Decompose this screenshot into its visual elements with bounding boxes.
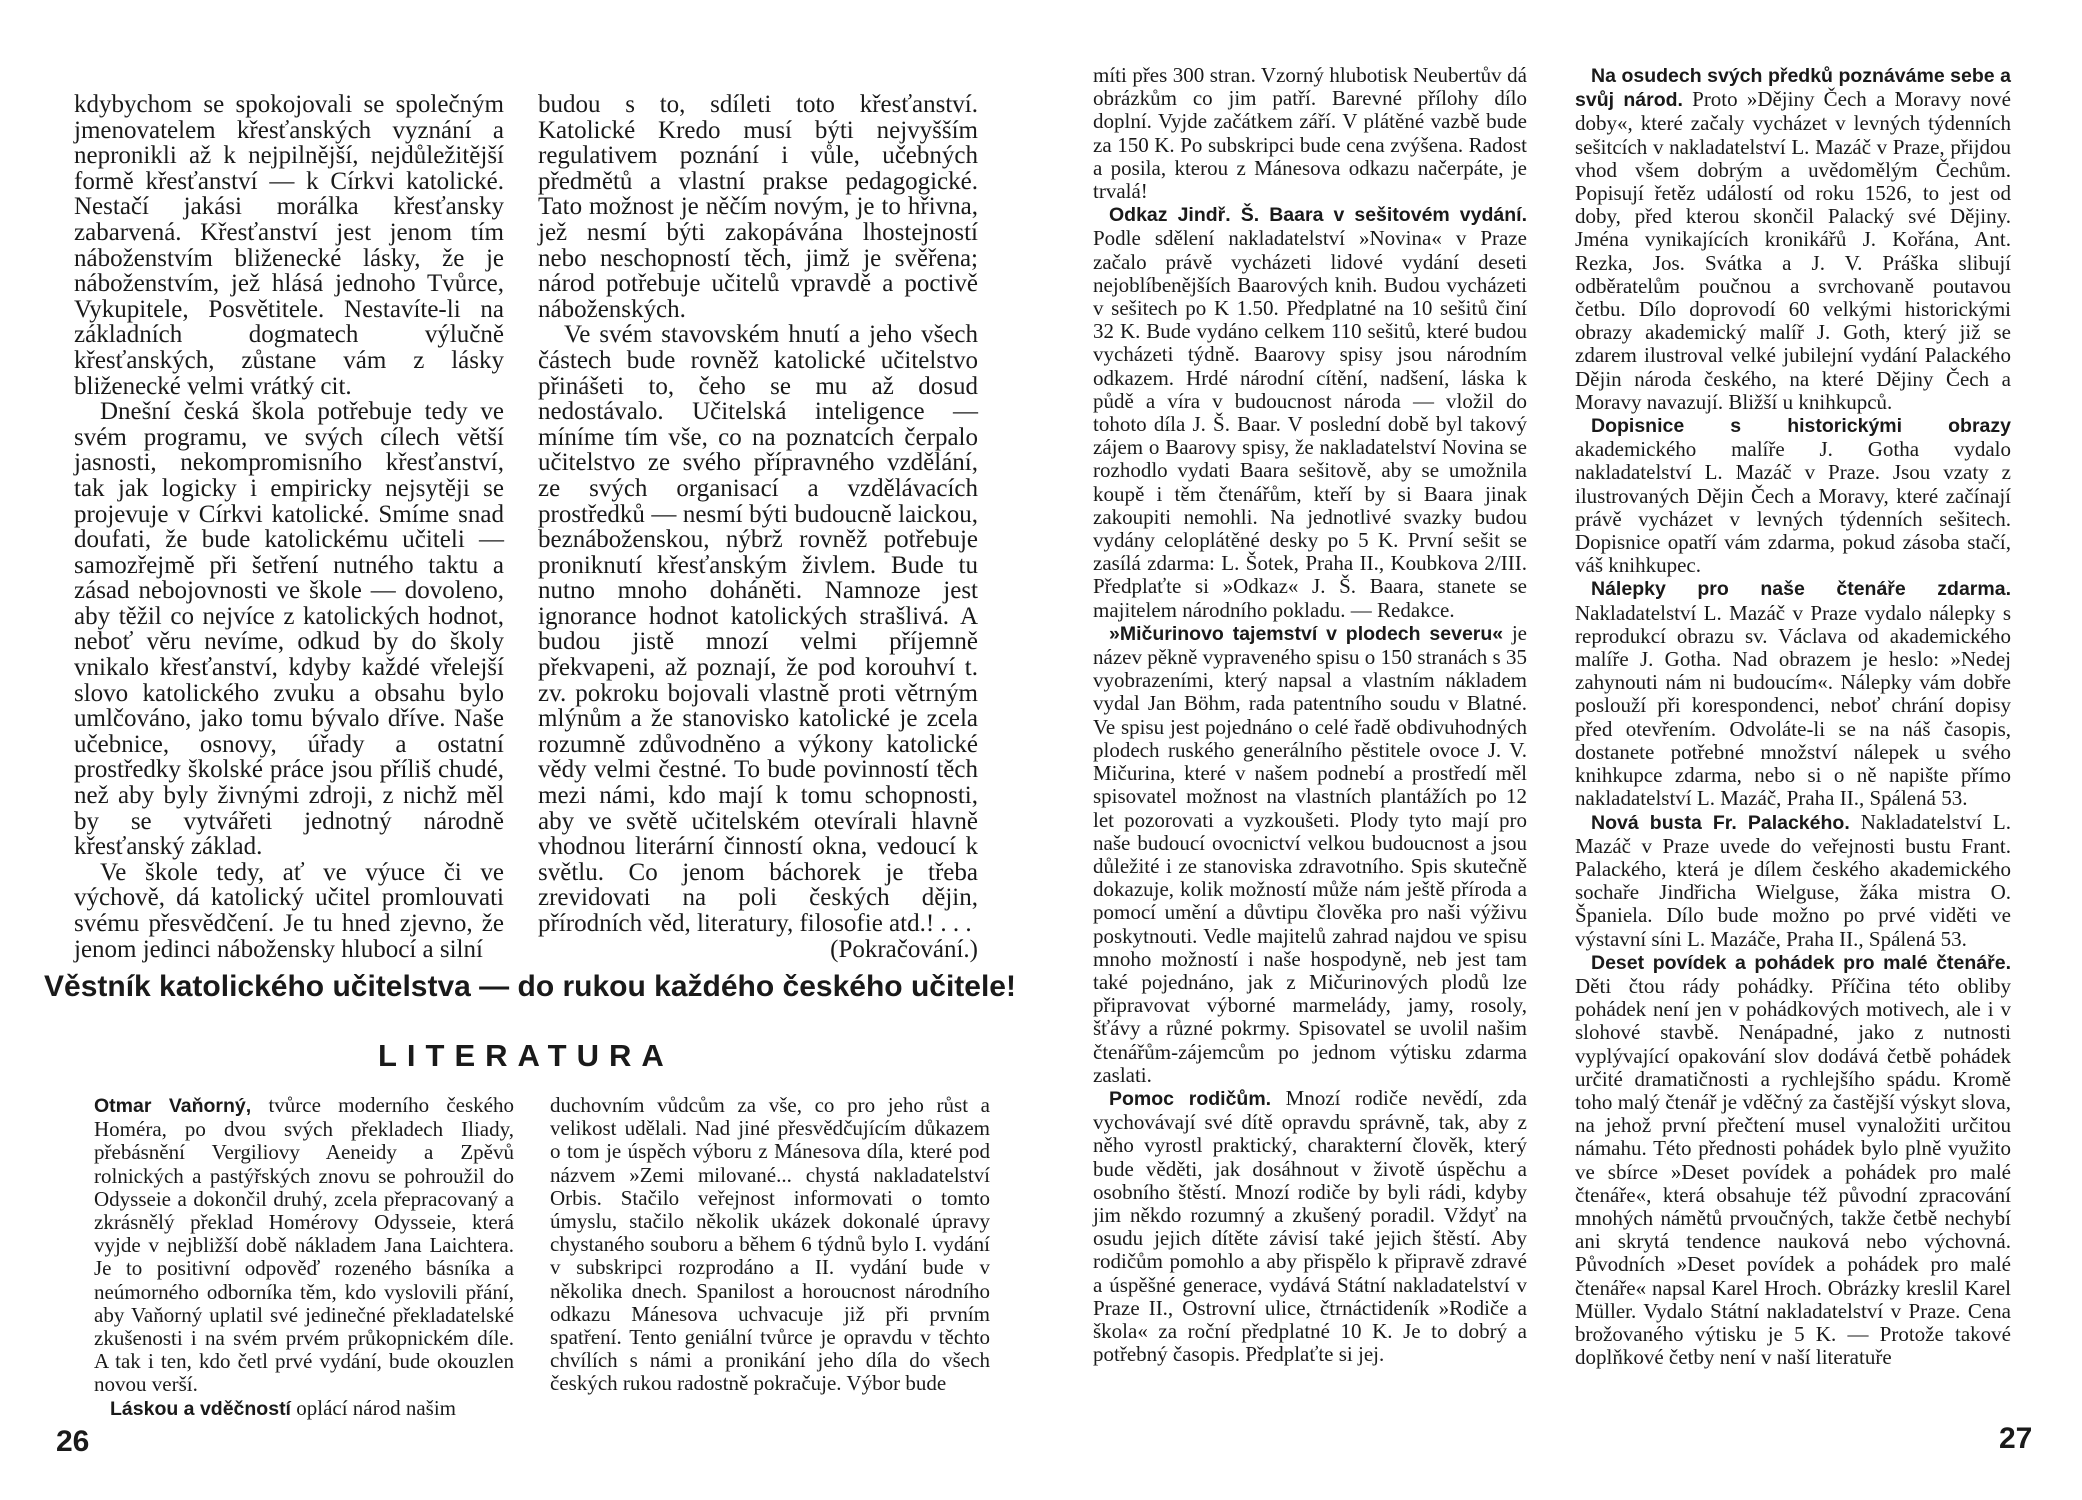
literature-entry <box>1575 811 2011 951</box>
entry-text: Nakladatelství L. Mazáč v Praze uvede do veřejnosti bustu Frant. Palackého, která je dílem českého akademického sochaře Jindřicha Wielguse, žáka mistra O. Španiela. Dílo bude možno po prvé viděti ve výstavní síni L. Mazáče, Praha II., Spálená 53. <box>1575 809 2011 951</box>
paragraph: kdybychom se spokojovali se společným jmenovatelem křesťanských vyznání a nepronikli až k nejpilnější, nejdůležitější formě křesťanství — k Církvi katolické. Nestačí jakási morálka křesťansky zabarvená. Křesťanství jest jenom tím náboženstvím bliženecké lásky, že je náboženstvím, jež hlásá jednoho Tvůrce, Vykupitele, Posvětitele. Nestavíte-li na základních dogmatech výlučně křesťanských, zůstane vám z lásky bliženecké velmi vrátký cit. <box>74 91 504 400</box>
literature-entry <box>1093 203 1527 622</box>
paragraph: Ve škole tedy, ať ve výuce či ve výchově, dá katolický učitel promlouvati svému přesvědčení. Je tu hned zjevno, že jenom jedinci nábožensky hlubocí a silní <box>74 858 504 963</box>
entry-title: Na osudech svých předků poznáváme sebe a svůj národ. <box>1575 65 2011 112</box>
paragraph: Dnešní česká škola potřebuje tedy ve svém programu, ve svých cílech větší jasnosti, nekompromisního křesťanství, tak jak logicky i empiricky nejsytěji se projevuje v Církvi katolické. Smíme snad doufati, že bude katolickému učiteli — samozřejmě při šetření nutného taktu a zásad nebojovnosti ve škole — dovoleno, aby těžil co nejvíce z katolických hodnot, neboť věru nevíme, odkud by do školy vnikalo křesťanství, kdyby každé vřelejší slovo katolického zvuku a obsahu bylo umlčováno, jako tomu bývalo dříve. Naše učebnice, osnovy, úřady a ostatní prostředky školské práce jsou příliš chudé, než aby byly živnými zdroji, z nichž měl by se vytvářeti jednotný národně křesťanský základ. <box>74 398 504 861</box>
left-text-column-1 <box>74 92 504 962</box>
literature-column-1 <box>94 1094 514 1421</box>
literature-entry <box>1575 64 2011 414</box>
left-page <box>0 0 1040 1500</box>
right-page <box>1041 0 2082 1500</box>
paragraph-text: Ve svém stavovském hnutí a jeho všech částech bude rovněž katolické učitelstvo přinášeti to, čeho se mu až dosud nedostávalo. Učitelská inteligence — míníme tím vše, co na poznatcích čerpalo učitelstvo ze svého přípravného vzdělání, ze svých organisací a vzdělávacích prostředků — nesmí býti budoucně laickou, beznáboženskou, nýbrž rovněž potřebuje proniknutí křesťanským živlem. Bude tu nutno mnoho doháněti. Namnoze jest ignorance hodnot katolických strašlivá. A budou jistě mnozí velmi příjemně překvapeni, až poznají, že pod korouhví t. zv. pokroku bojovali vlastně proti větrným mlýnům a že stanovisko katolické je zcela rozumně zdůvodněno a výkony katolické vědy velmi čestné. To bude povinností těch mezi námi, kdo mají k tomu schopnosti, aby ve světě učitelském otevírali hlavně vhodnou literární činností okna, vedoucí k světlu. Co jenom báchorek je třeba zrevidovati na poli českých dějin, přírodních věd, literatury, filosofie atd.! . . . <box>538 321 978 937</box>
continued-note: (Pokračování.) <box>830 935 978 963</box>
left-text-column-2 <box>538 92 978 962</box>
paragraph: duchovním vůdcům za vše, co pro jeho růst a velikost udělali. Nad jiné přesvědčujícím důkazem o tom je úspěch výboru z Mánesova díla, které pod názvem »Zemi milované... chystá nakladatelství Orbis. Stačilo veřejnost informovati o tomto úmyslu, stačilo několik ukázek dokonalé úpravy chystaného souboru a během 6 týdnů bylo I. vydání v subskripci rozprodáno a II. vydání bude v několika dnech. Spanilost a horoucnost národního odkazu Mánesova uchvacuje již při prvním spatření. Tento geniální tvůrce je opravdu v těchto chvílích s námi a pronikání jeho díla do všech českých rukou radostně pokračuje. Výbor bude <box>550 1093 990 1396</box>
entry-text: Nakladatelství L. Mazáč v Praze vydalo nálepky s reprodukcí obrazu sv. Václava od akademického malíře J. Gotha. Nad obrazem je heslo: »Nedej zahynouti nám ni budoucím«. Nálepky vám dobře poslouží při korespondenci, neboť chrání dopisy před otevřením. Odvoláte-li se na náš časopis, dostanete potřebné množství nálepek u svého knihkupce zdarma, nebo si o ně napište přímo nakladatelství L. Mazáč, Praha II., Spálená 53. <box>1575 600 2011 811</box>
entry-text: Děti čtou rády pohádky. Příčina této obliby pohádek není jen v pohádkových motivech, ale i v slohové stavbě. Nenápadné, jako z nutnosti vyplývající opakování slov dodává četbě pohádek určité dramatičnosti a rychlejšího spádu. Kromě toho malý čtenář je vděčný za častější výskyt slova, na jehož první přečtení musel vynaložiti určitou námahu. Této přednosti pohádek bylo plně využito ve sbírce »Deset povídek a pohádek pro malé čtenáře«, která obsahuje též původní zpracování mnohých námětů prvoučných, takže četbě nechybí ani skrytá tendence nauková nebo výchovná. Původních »Deset povídek a pohádek pro malé čtenáře« napsal Karel Hroch. Obrázky kreslil Karel Müller. Vydalo Státní nakladatelství v Praze. Cena brožovaného výtisku je 5 K. — Protože takové doplňkové četby není v naší literatuře <box>1575 973 2011 1370</box>
entry-text: je název pěkně vypraveného spisu o 150 stranách s 35 vyobrazeními, který napsal a vlastním nákladem vydal Jan Böhm, rada patentního soudu v Blatné. Ve spisu jest pojednáno o celé řadě obdivuhodných plodech ruského generálního pěstitele ovoce J. V. Mičurina, které v našem podnebí a prostředí měl spisovatel možnost na vlastních plantážích po 12 let pozorovati a vyzkoušeti. Plody tyto mají pro naše budoucí ovocnictví velkou budoucnost a jsou důležité i ze stanoviska zdravotního. Spis skutečně dokazuje, kolik možností může nám ještě příroda a pomocí umění a důvtipu člověka pro naši výživu poskytnouti. Vedle majitelů zahrad najdou ve spisu mnoho možností i naše hospodyně, neb jest tam také pojednáno, jak z Mičurinových plodů lze připravovat výborné marmelády, jamy, rosoly, šťávy a různé pokrmy. Spisovatel se uvolil našim čtenářům-zájemcům po jednom výtisku zdarma zaslati. <box>1093 620 1528 1087</box>
literature-entry <box>1093 1087 1527 1366</box>
right-text-column-1 <box>1093 64 1527 1366</box>
entry-text: tvůrce moderního českého Homéra, po dvou svých překladech Iliady, přebásnění Vergiliovy Aeneidy a Zpěvů rolnických a pastýřských znovu se pohroužil do Odysseie a dokončil druhý, zcela přepracovaný a zkrásnělý překlad Homérovy Odysseie, která vyjde v nejbližší době nákladem Jana Laichtera. Je to positivní odpověď rozeného básníka a neúmorného odborníka těm, kdo vyslovili přání, aby Vaňorný uplatil své jedinečné překladatelské zkušenosti i na svém prvém průkopnickém díle. A tak i ten, kdo četl prvé vydání, bude okouzlen novou verší. <box>94 1093 514 1397</box>
literature-entry <box>94 1397 514 1421</box>
entry-title: Deset povídek a pohádek pro malé čtenáře. <box>1591 951 2011 974</box>
literature-column-2 <box>550 1094 990 1396</box>
entry-title: Dopisnice s historickými obrazy <box>1591 415 2011 438</box>
entry-text: akademického malíře J. Gotha vydalo nakladatelství L. Mazáč v Praze. Jsou vzaty z ilustrovaných Dějin Čech a Moravy, které začínají právě vycházet v levných týdenních sešitech. Dopisnice opatří vám zdarma, pokud zásoba stačí, váš knihkupec. <box>1575 437 2011 578</box>
literature-entry <box>94 1094 514 1397</box>
entry-title: Otmar Vaňorný, <box>94 1095 252 1117</box>
entry-title: Láskou a vděčností <box>110 1397 291 1420</box>
entry-text: Proto »Dějiny Čech a Moravy nové doby«, které začaly vycházet v levných týdenních sešitcích v nakladatelství L. Mazáč v Praze, přijdou vhod všem dobrým a uvědomělým Čechům. Popisují řetěz událostí od roku 1526, to jest od doby, před kterou skončil Palacký své Dějiny. Jména vynikajících kronikářů J. Kořána, Ant. Rezka, Jos. Svátka a J. V. Práška slibují odběratelům poučnou a svrchovaně poutavou četbu. Dílo doprovodí 60 velkými historickými obrazy akademický malíř J. Goth, který již se zdarem ilustroval velké jubilejní vydání Palackého Dějin národa českého, na které Dějiny Čech a Moravy navazují. Bližší u knihkupců. <box>1575 87 2011 414</box>
entry-title: Nálepky pro naše čtenáře zdarma. <box>1591 578 2011 601</box>
entry-text: oplácí národ našim <box>290 1395 457 1420</box>
page-number: 26 <box>56 1425 90 1458</box>
literature-heading: LITERATURA <box>378 1038 674 1073</box>
paragraph: budou s to, sdíleti toto křesťanství. Katolické Kredo musí býti nejvyšším regulativem poznání i vůle, učebných předmětů a vlastní prakse pedagogické. Tato možnost je něčím novým, je to hřivna, jež nesmí býti zakopávána lhostejností nebo neschopností těch, jimž je svěřena; národ potřebuje učitelů vpravdě a poctivě náboženských. <box>538 91 978 323</box>
right-text-column-2 <box>1575 64 2011 1369</box>
entry-title: Odkaz Jindř. Š. Baara v sešitovém vydání. <box>1109 204 1527 227</box>
paragraph: míti přes 300 stran. Vzorný hlubotisk Neubertův dá obrázkům co jim patří. Barevné přílohy dílo doplní. Vyjde začátkem září. V plátěné vazbě bude za 150 K. Po subskripci bude cena zvýšena. Radost a posila, kterou z Mánesova odkazu načerpáte, je trvalá! <box>1093 63 1527 204</box>
literature-entry <box>1575 414 2011 577</box>
slogan-banner: Věstník katolického učitelstva — do rukou každého českého učitele! <box>44 970 1016 1003</box>
literature-entry <box>1575 951 2011 1370</box>
entry-title: Nová busta Fr. Palackého. <box>1591 811 1850 834</box>
literature-entry <box>1575 577 2011 810</box>
page-number: 27 <box>1999 1422 2033 1455</box>
entry-text: Mnozí rodiče nevědí, zda vychovávají své dítě opravdu správně, tak, aby z něho vyrostl praktický, charakterní člověk, který bude věděti, jak dosáhnout v životě úspěchu a osobního štěstí. Mnozí rodiče by byli rádi, kdyby jim někdo rozumný a zkušený poradil. Vždyť na osudu jejich dítěte závisí také jejich štěstí. Aby rodičům pomohlo a aby přispělo k připravě zdravé a úspěšné generace, vydává Státní nakladatelství v Praze II., Ostrovní ulice, čtrnáctideník »Rodiče a škola« za roční předplatné 10 K. Je to dobrý a potřebný časopis. Předplaťte si jej. <box>1093 1085 1527 1367</box>
entry-title: »Mičurinovo tajemství v plodech severu« <box>1109 622 1504 645</box>
paragraph <box>538 321 978 963</box>
literature-entry <box>1093 622 1527 1087</box>
entry-text: Podle sdělení nakladatelství »Novina« v Praze začalo právě vycházeti lidové vydání deseti nejoblíbenějších Baarových knih. Budou vycházeti v sešitech po K 1.50. Předplatné na 10 sešitů činí 32 K. Bude vydáno celkem 110 sešitů, které budou vycházeti týdně. Baarovy spisy jsou národním odkazem. Hrdé národní cítění, nadšení, láska k půdě a víra v budoucnost národa — vložil do tohoto díla J. Š. Baar. V poslední době byl takový zájem o Baarovy spisy, že nakladatelství Novina se rozhodlo vydati Baara sešitově, aby se umožnila koupě i těm čtenářům, kteří by si Baara jinak zakoupiti nemohli. Na jednotlivé svazky budou vydány celoplátěné desky po 5 K. První sešit se zasílá zdarma: L. Šotek, Praha II., Koubkova 2/III. Předplaťte si »Odkaz« J. Š. Baara, stanete se majitelem národního pokladu. — Redakce. <box>1093 226 1527 622</box>
entry-title: Pomoc rodičům. <box>1109 1087 1272 1110</box>
